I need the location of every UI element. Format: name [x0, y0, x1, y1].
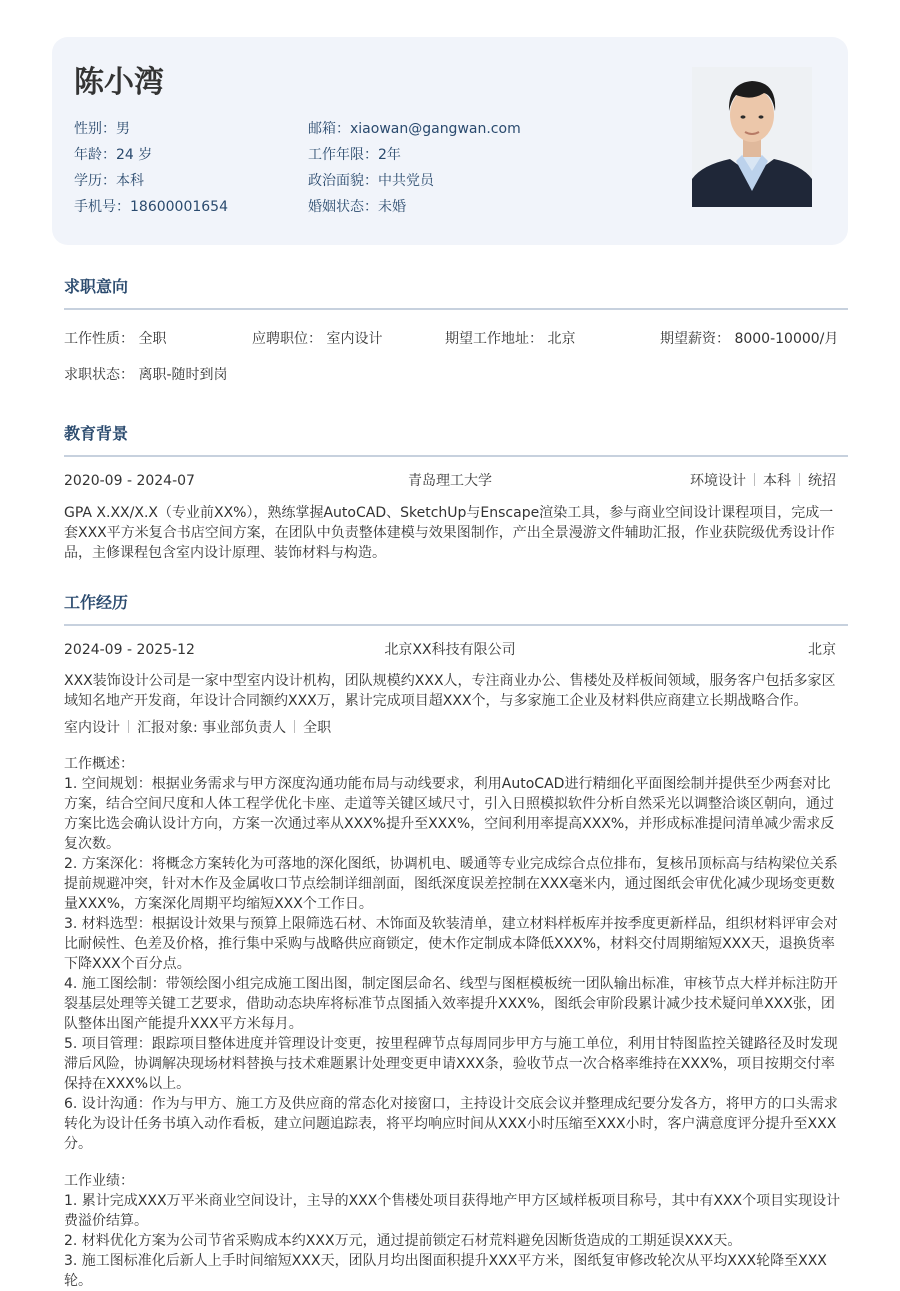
education-description: GPA X.XX/X.X（专业前XX%），熟练掌握AutoCAD、SketchUp与Enscape渲染工具，参与商业空间设计课程项目，完成一套XXX平方米复合书店空间方案，在团队中负责整体建模与效果图制作，产出全景漫游文件辅助汇报，作业获院级优秀设计作品，主修课程包含室内设计原理、装饰材料与构造。: [64, 505, 835, 561]
education-divider: [64, 455, 848, 457]
location-field: [445, 329, 575, 349]
phone-field: [74, 197, 228, 217]
politics-label: 政治面貌：: [308, 173, 378, 189]
work-city: 北京: [808, 642, 836, 658]
study-mode: 统招: [808, 473, 836, 489]
overview-item: 4. 施工图绘制：带领绘图小组完成施工图出图，制定图层命名、线型与图框模板统一团队输出标准，审核节点大样并标注防开裂基层处理等关键工艺要求，借助动态块库将标准节点图插入效率提升XXX%，图纸会审阶段累计减少技术疑问单XXX张，团队整体出图产能提升XXX平方米每月。: [64, 976, 838, 1032]
profile-photo: [692, 67, 812, 207]
job-type-label: 工作性质：: [64, 331, 134, 347]
work-years-value: 2年: [378, 147, 401, 163]
profile-card: [52, 37, 848, 245]
overview-heading: 工作概述：: [64, 756, 134, 772]
separator: [754, 473, 755, 486]
work-period: 2024-09 - 2025-12: [64, 642, 195, 658]
salary-label: 期望薪资：: [660, 331, 730, 347]
degree: 本科: [763, 473, 791, 489]
location-value: 北京: [547, 331, 576, 347]
separator: [294, 720, 295, 733]
achievement-item: 1. 累计完成XXX万平米商业空间设计，主导的XXX个售楼处项目获得地产甲方区域样板项目称号，其中有XXX个项目实现设计费溢价结算。: [64, 1193, 841, 1229]
work-overview: [64, 754, 842, 1154]
politics-field: [308, 171, 434, 191]
gender-value: 男: [116, 121, 130, 137]
achievement-item: 2. 材料优化方案为公司节省采购成本约XXX万元，通过提前锁定石材荒料避免因断货造成的工期延误XXX天。: [64, 1233, 742, 1249]
education-section-title: 教育背景: [64, 424, 129, 443]
school-name: 青岛理工大学: [408, 473, 492, 489]
marital-value: 未婚: [378, 199, 406, 215]
education-field: [74, 171, 144, 191]
education-label: 学历：: [74, 173, 116, 189]
intent-divider: [64, 308, 848, 310]
salary-field: [660, 329, 838, 349]
company-name: 北京XX科技有限公司: [384, 642, 516, 658]
work-tags: [64, 718, 331, 738]
report-to: 汇报对象: 事业部负责人: [137, 720, 287, 736]
overview-item: 2. 方案深化：将概念方案转化为可落地的深化图纸，协调机电、暖通等专业完成综合点位排布，复核吊顶标高与结构梁位关系提前规避冲突，针对木作及金属收口节点绘制详细剖面，图纸深度误差控制在XXX毫米内，通过图纸会审优化减少现场变更数量XXX%，方案深化周期平均缩短XXX个工作日。: [64, 856, 838, 912]
candidate-name: 陈小湾: [74, 65, 164, 100]
email-value: xiaowan@gangwan.com: [350, 121, 521, 137]
education-value: 本科: [116, 173, 144, 189]
separator: [799, 473, 800, 486]
age-label: 年龄：: [74, 147, 116, 163]
job-role: 室内设计: [64, 720, 120, 736]
location-label: 期望工作地址：: [445, 331, 543, 347]
email-label: 邮箱：: [308, 121, 350, 137]
position-value: 室内设计: [326, 331, 383, 347]
intent-section-title: 求职意向: [64, 277, 129, 296]
age-value: 24 岁: [116, 147, 153, 163]
job-type-field: [64, 329, 166, 349]
employment-type: 全职: [303, 720, 332, 736]
phone-label: 手机号：: [74, 199, 130, 215]
work-years-label: 工作年限：: [308, 147, 378, 163]
gender-field: [74, 119, 130, 139]
overview-item: 6. 设计沟通：作为与甲方、施工方及供应商的常态化对接窗口，主持设计交底会议并整理成纪要分发各方，将甲方的口头需求转化为设计任务书填入动作看板，建立问题追踪表，将平均响应时间从XXX小时压缩至XXX小时，客户满意度评分提升至XXX分。: [64, 1096, 838, 1152]
company-description: XXX装饰设计公司是一家中型室内设计机构，团队规模约XXX人，专注商业办公、售楼处及样板间领域，服务客户包括多家区域知名地产开发商，年设计合同额约XXX万，累计完成项目超XXX个，与多家施工企业及材料供应商建立长期战略合作。: [64, 673, 836, 709]
position-label: 应聘职位：: [252, 331, 322, 347]
work-section-title: 工作经历: [64, 593, 129, 612]
politics-value: 中共党员: [378, 173, 434, 189]
phone-value: 18600001654: [130, 199, 228, 215]
education-tags: [690, 471, 836, 491]
overview-item: 5. 项目管理：跟踪项目整体进度并管理设计变更，按里程碑节点每周同步甲方与施工单位，利用甘特图监控关键路径及时发现滞后风险，协调解决现场材料替换与技术难题累计处理变更申请XXX条，验收节点一次合格率维持在XXX%，项目按期交付率保持在XXX%以上。: [64, 1036, 838, 1092]
overview-item: 3. 材料选型：根据设计效果与预算上限筛选石材、木饰面及软装清单，建立材料样板库并按季度更新样品，组织材料评审会对比耐候性、色差及价格，推行集中采购与战略供应商锁定，使木作定制成本降低XXX%，材料交付周期缩短XXX天，退换货率下降XXX个百分点。: [64, 916, 838, 972]
email-field: [308, 119, 521, 139]
age-field: [74, 145, 152, 165]
major: 环境设计: [690, 473, 746, 489]
status-value: 离职-随时到岗: [138, 367, 228, 383]
marital-label: 婚姻状态：: [308, 199, 378, 215]
separator: [128, 720, 129, 733]
salary-value: 8000-10000/月: [734, 331, 839, 347]
job-type-value: 全职: [138, 331, 167, 347]
position-field: [252, 329, 382, 349]
status-field: [64, 365, 228, 385]
achievements-heading: 工作业绩：: [64, 1173, 134, 1189]
work-years-field: [308, 145, 401, 165]
work-achievements: [64, 1171, 842, 1291]
achievement-item: 3. 施工图标准化后新人上手时间缩短XXX天，团队月均出图面积提升XXX平方米，图纸复审修改轮次从平均XXX轮降至XXX轮。: [64, 1253, 827, 1289]
education-period: 2020-09 - 2024-07: [64, 473, 195, 489]
work-divider: [64, 624, 848, 626]
status-label: 求职状态：: [64, 367, 134, 383]
marital-field: [308, 197, 406, 217]
overview-item: 1. 空间规划：根据业务需求与甲方深度沟通功能布局与动线要求，利用AutoCAD进行精细化平面图绘制并提供至少两套对比方案，结合空间尺度和人体工程学优化卡座、走道等关键区域尺寸，引入日照模拟软件分析自然采光以调整洽谈区朝向，通过方案比选会确认设计方向，方案一次通过率从XXX%提升至XXX%，空间利用率提高XXX%，并形成标准提问清单减少需求反复次数。: [64, 776, 835, 852]
gender-label: 性别：: [74, 121, 116, 137]
